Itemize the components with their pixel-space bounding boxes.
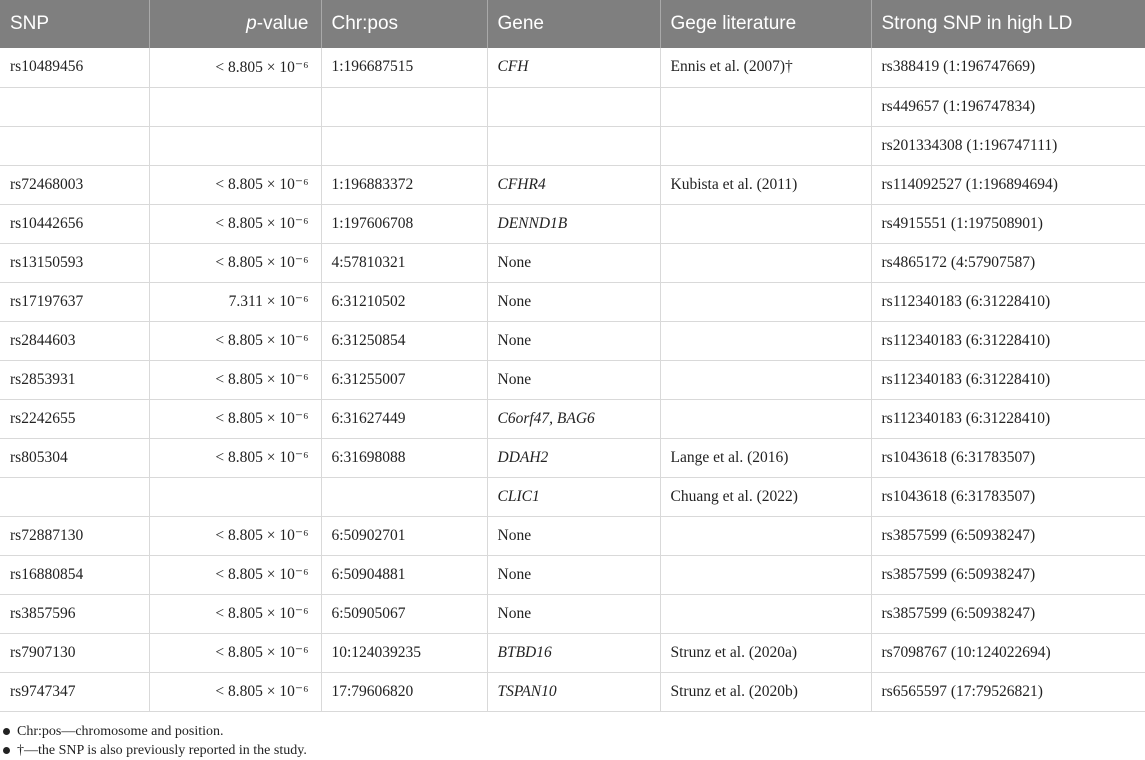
table-row: [0, 633, 1145, 672]
cell-chrpos: 6:50904881: [321, 555, 487, 594]
cell-gene: DENND1B: [487, 204, 660, 243]
table-row: [0, 477, 1145, 516]
cell-strong-snp: rs112340183 (6:31228410): [871, 399, 1145, 438]
cell-snp: rs2242655: [0, 399, 149, 438]
cell-literature: [660, 126, 871, 165]
cell-strong-snp: rs6565597 (17:79526821): [871, 672, 1145, 711]
footnotes: [0, 722, 1145, 760]
cell-snp: rs2844603: [0, 321, 149, 360]
cell-pvalue: [149, 126, 321, 165]
cell-strong-snp: rs1043618 (6:31783507): [871, 477, 1145, 516]
table-header: [0, 0, 1145, 48]
table-body: [0, 48, 1145, 711]
cell-strong-snp: rs7098767 (10:124022694): [871, 633, 1145, 672]
header-snp: SNP: [0, 0, 149, 48]
cell-chrpos: 17:79606820: [321, 672, 487, 711]
table-row: [0, 594, 1145, 633]
table-row: [0, 321, 1145, 360]
header-literature: Gege literature: [660, 0, 871, 48]
cell-pvalue: < 8.805 × 10⁻⁶: [149, 165, 321, 204]
table-row: [0, 204, 1145, 243]
cell-strong-snp: rs4865172 (4:57907587): [871, 243, 1145, 282]
cell-gene: None: [487, 360, 660, 399]
footnote-text: †—the SNP is also previously reported in the study.: [17, 743, 307, 758]
table-row: [0, 555, 1145, 594]
cell-chrpos: [321, 126, 487, 165]
cell-strong-snp: rs3857599 (6:50938247): [871, 516, 1145, 555]
footnote: [0, 741, 1145, 760]
cell-chrpos: 6:31698088: [321, 438, 487, 477]
cell-literature: [660, 555, 871, 594]
cell-gene: None: [487, 282, 660, 321]
cell-literature: [660, 87, 871, 126]
cell-literature: Ennis et al. (2007)†: [660, 48, 871, 87]
header-strong-snp: Strong SNP in high LD: [881, 13, 1073, 34]
cell-snp: rs805304: [0, 438, 149, 477]
cell-strong-snp: rs449657 (1:196747834): [871, 87, 1145, 126]
cell-snp: rs72468003: [0, 165, 149, 204]
cell-pvalue: < 8.805 × 10⁻⁶: [149, 438, 321, 477]
footnote: [0, 722, 1145, 741]
table-row: [0, 48, 1145, 87]
cell-chrpos: 1:196687515: [321, 48, 487, 87]
cell-pvalue: [149, 477, 321, 516]
cell-gene: CLIC1: [487, 477, 660, 516]
cell-strong-snp: rs3857599 (6:50938247): [871, 555, 1145, 594]
header-pvalue-italic: p: [246, 13, 257, 34]
cell-strong-snp: rs3857599 (6:50938247): [871, 594, 1145, 633]
cell-literature: Strunz et al. (2020a): [660, 633, 871, 672]
cell-literature: [660, 360, 871, 399]
cell-pvalue: < 8.805 × 10⁻⁶: [149, 633, 321, 672]
cell-gene: [487, 87, 660, 126]
cell-chrpos: 6:50905067: [321, 594, 487, 633]
table-row: [0, 672, 1145, 711]
cell-gene: CFHR4: [487, 165, 660, 204]
cell-snp: [0, 87, 149, 126]
cell-gene: None: [487, 594, 660, 633]
cell-chrpos: 6:31210502: [321, 282, 487, 321]
cell-strong-snp: rs201334308 (1:196747111): [871, 126, 1145, 165]
cell-pvalue: < 8.805 × 10⁻⁶: [149, 399, 321, 438]
cell-snp: rs10442656: [0, 204, 149, 243]
table-row: [0, 282, 1145, 321]
cell-literature: [660, 282, 871, 321]
cell-snp: rs7907130: [0, 633, 149, 672]
table-row: [0, 165, 1145, 204]
table-row: [0, 360, 1145, 399]
cell-gene: None: [487, 243, 660, 282]
cell-gene: None: [487, 555, 660, 594]
cell-snp: rs72887130: [0, 516, 149, 555]
header-gene: Gene: [487, 0, 660, 48]
cell-pvalue: 7.311 × 10⁻⁶: [149, 282, 321, 321]
cell-pvalue: < 8.805 × 10⁻⁶: [149, 204, 321, 243]
cell-literature: [660, 516, 871, 555]
header-pvalue: [149, 0, 321, 48]
cell-chrpos: 6:31250854: [321, 321, 487, 360]
cell-literature: Chuang et al. (2022): [660, 477, 871, 516]
header-chrpos: Chr:pos: [321, 0, 487, 48]
footnote-text: Chr:pos—chromosome and position.: [17, 724, 224, 739]
cell-strong-snp: rs4915551 (1:197508901): [871, 204, 1145, 243]
cell-snp: [0, 126, 149, 165]
cell-gene: BTBD16: [487, 633, 660, 672]
header-pvalue-rest: -value: [256, 13, 309, 34]
cell-strong-snp: rs1043618 (6:31783507): [871, 438, 1145, 477]
cell-pvalue: < 8.805 × 10⁻⁶: [149, 243, 321, 282]
cell-gene: CFH: [487, 48, 660, 87]
cell-pvalue: < 8.805 × 10⁻⁶: [149, 594, 321, 633]
header-row: [0, 0, 1145, 48]
cell-pvalue: < 8.805 × 10⁻⁶: [149, 555, 321, 594]
cell-pvalue: < 8.805 × 10⁻⁶: [149, 672, 321, 711]
cell-chrpos: 10:124039235: [321, 633, 487, 672]
cell-literature: [660, 204, 871, 243]
cell-snp: [0, 477, 149, 516]
cell-gene: None: [487, 516, 660, 555]
table-row: [0, 126, 1145, 165]
cell-pvalue: [149, 87, 321, 126]
cell-literature: Kubista et al. (2011): [660, 165, 871, 204]
table-row: [0, 516, 1145, 555]
cell-snp: rs16880854: [0, 555, 149, 594]
table-row: [0, 87, 1145, 126]
cell-literature: Strunz et al. (2020b): [660, 672, 871, 711]
cell-gene: DDAH2: [487, 438, 660, 477]
cell-chrpos: [321, 87, 487, 126]
cell-literature: [660, 321, 871, 360]
cell-gene: C6orf47, BAG6: [487, 399, 660, 438]
cell-literature: [660, 243, 871, 282]
cell-snp: rs9747347: [0, 672, 149, 711]
table-row: [0, 399, 1145, 438]
cell-chrpos: 6:31627449: [321, 399, 487, 438]
cell-gene: [487, 126, 660, 165]
bullet-icon: [3, 728, 10, 735]
cell-snp: rs10489456: [0, 48, 149, 87]
bullet-icon: [3, 747, 10, 754]
cell-snp: rs17197637: [0, 282, 149, 321]
cell-strong-snp: rs112340183 (6:31228410): [871, 321, 1145, 360]
cell-literature: [660, 594, 871, 633]
cell-snp: rs13150593: [0, 243, 149, 282]
cell-strong-snp: rs112340183 (6:31228410): [871, 360, 1145, 399]
table-row: [0, 438, 1145, 477]
cell-pvalue: < 8.805 × 10⁻⁶: [149, 321, 321, 360]
cell-chrpos: 1:196883372: [321, 165, 487, 204]
cell-chrpos: 6:31255007: [321, 360, 487, 399]
cell-strong-snp: rs114092527 (1:196894694): [871, 165, 1145, 204]
cell-pvalue: < 8.805 × 10⁻⁶: [149, 516, 321, 555]
cell-snp: rs2853931: [0, 360, 149, 399]
cell-gene: TSPAN10: [487, 672, 660, 711]
cell-chrpos: 1:197606708: [321, 204, 487, 243]
table-row: [0, 243, 1145, 282]
cell-literature: Lange et al. (2016): [660, 438, 871, 477]
cell-pvalue: < 8.805 × 10⁻⁶: [149, 48, 321, 87]
cell-strong-snp: rs112340183 (6:31228410): [871, 282, 1145, 321]
cell-literature: [660, 399, 871, 438]
cell-chrpos: 6:50902701: [321, 516, 487, 555]
cell-chrpos: [321, 477, 487, 516]
cell-gene: None: [487, 321, 660, 360]
cell-strong-snp: rs388419 (1:196747669): [871, 48, 1145, 87]
cell-chrpos: 4:57810321: [321, 243, 487, 282]
cell-snp: rs3857596: [0, 594, 149, 633]
cell-pvalue: < 8.805 × 10⁻⁶: [149, 360, 321, 399]
